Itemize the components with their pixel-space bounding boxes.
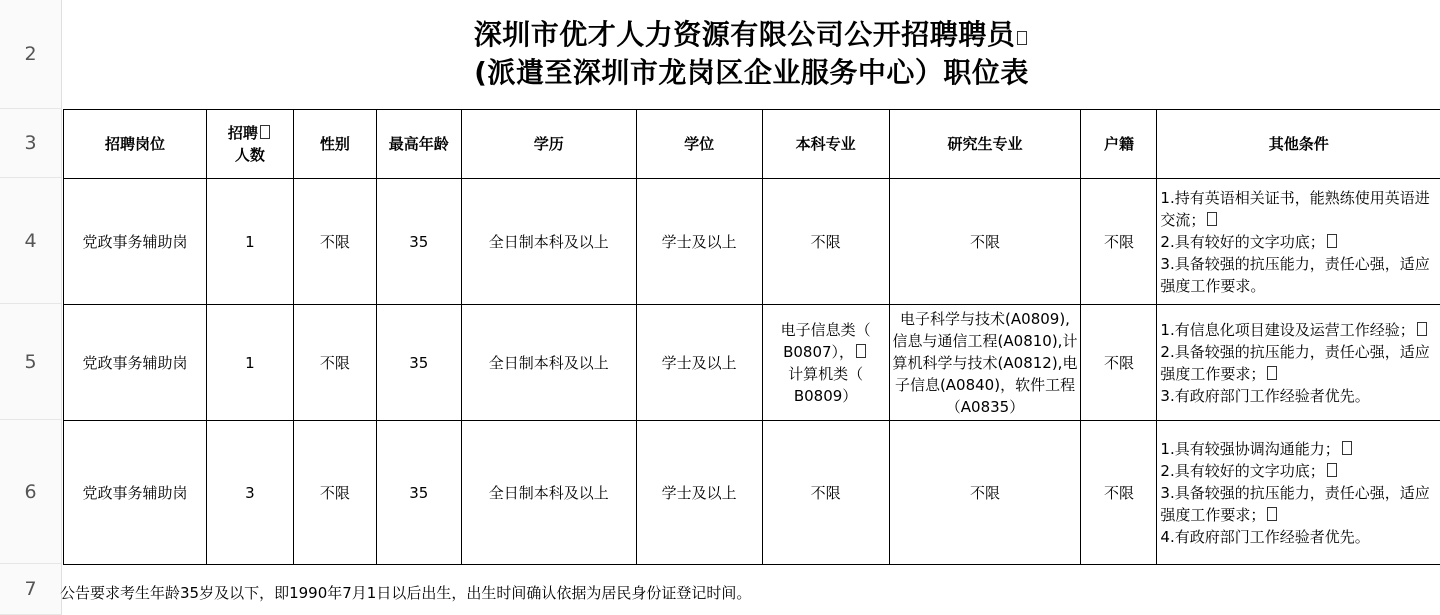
other-condition-line: 2.具有较好的文字功底；	[1160, 231, 1438, 253]
cell-position[interactable]: 党政事务辅助岗	[64, 421, 207, 565]
header-max-age[interactable]: 最高年龄	[376, 110, 461, 179]
undergrad-major-line: B0809）	[793, 386, 858, 405]
header-gender[interactable]: 性别	[293, 110, 376, 179]
header-undergrad-major[interactable]: 本科专业	[762, 110, 889, 179]
grad-major-line: （A0835）	[945, 397, 1025, 416]
other-condition-line: 强度工作要求；	[1160, 363, 1438, 385]
cell-gender[interactable]: 不限	[293, 305, 376, 421]
other-condition-line: 2.具备较强的抗压能力，责任心强，适应	[1160, 342, 1430, 361]
cell-hukou[interactable]: 不限	[1081, 179, 1157, 305]
header-position[interactable]: 招聘岗位	[64, 110, 207, 179]
missing-glyph-icon	[1267, 507, 1277, 521]
other-condition-line: 强度工作要求；	[1160, 504, 1438, 526]
other-condition-line: 4.有政府部门工作经验者优先。	[1160, 527, 1370, 546]
cell-grad-major[interactable]	[889, 305, 1081, 421]
cell-gender[interactable]: 不限	[293, 421, 376, 565]
table-row	[64, 305, 1440, 421]
row-header-5[interactable]: 5	[0, 304, 62, 420]
cell-count[interactable]: 1	[206, 179, 293, 305]
cell-education[interactable]: 全日制本科及以上	[461, 179, 636, 305]
other-condition-line: 1.持有英语相关证书，能熟练使用英语进	[1160, 188, 1430, 207]
undergrad-major-line: 计算机类（	[788, 364, 864, 383]
missing-glyph-icon	[1417, 322, 1427, 336]
header-degree[interactable]: 学位	[636, 110, 762, 179]
cell-gender[interactable]: 不限	[293, 179, 376, 305]
header-count[interactable]	[206, 110, 293, 179]
other-condition-line: 1.有信息化项目建设及运营工作经验；	[1160, 319, 1438, 341]
missing-glyph-icon	[1327, 234, 1337, 248]
cell-other-conditions[interactable]	[1157, 421, 1440, 565]
missing-glyph-icon	[1342, 441, 1352, 455]
grad-major-line: 不限	[970, 483, 1001, 502]
cell-degree[interactable]: 学士及以上	[636, 421, 762, 565]
other-condition-line: 强度工作要求。	[1160, 276, 1266, 295]
missing-glyph-icon	[856, 344, 866, 358]
undergrad-major-line: 不限	[810, 483, 841, 502]
missing-glyph-icon	[1267, 366, 1277, 380]
header-row	[64, 110, 1440, 179]
cell-max-age[interactable]: 35	[376, 305, 461, 421]
other-condition-line: 3.具备较强的抗压能力，责任心强，适应	[1160, 254, 1430, 273]
cell-degree[interactable]: 学士及以上	[636, 179, 762, 305]
row-header-4[interactable]: 4	[0, 178, 62, 304]
cell-other-conditions[interactable]	[1157, 305, 1440, 421]
cell-position[interactable]: 党政事务辅助岗	[64, 179, 207, 305]
grad-major-line: 子信息(A0840)，软件工程	[894, 375, 1076, 394]
grad-major-line: 不限	[970, 232, 1001, 251]
other-condition-line: 2.具有较好的文字功底；	[1160, 460, 1438, 482]
other-condition-line: 1.具有较强协调沟通能力；	[1160, 438, 1438, 460]
other-condition-line: 3.有政府部门工作经验者优先。	[1160, 386, 1370, 405]
undergrad-major-line: 不限	[810, 232, 841, 251]
missing-glyph-icon	[1207, 212, 1217, 226]
table-row	[64, 421, 1440, 565]
cell-undergrad-major[interactable]	[762, 305, 889, 421]
cell-count[interactable]: 3	[206, 421, 293, 565]
header-education[interactable]: 学历	[461, 110, 636, 179]
missing-glyph-icon	[260, 125, 270, 139]
cell-max-age[interactable]: 35	[376, 179, 461, 305]
title-cell[interactable]	[63, 0, 1440, 108]
grad-major-line: 信息与通信工程(A0810),计	[892, 331, 1078, 350]
undergrad-major-line: B0807），	[765, 341, 887, 363]
footnote-cell[interactable]: 公告要求考生年龄35岁及以下，即1990年7月1日以后出生，出生时间确认依据为居民身份证登记时间。	[60, 584, 752, 602]
cell-grad-major[interactable]	[889, 421, 1081, 565]
header-hukou[interactable]: 户籍	[1081, 110, 1157, 179]
other-condition-line: 交流；	[1160, 209, 1438, 231]
cell-education[interactable]: 全日制本科及以上	[461, 421, 636, 565]
missing-glyph-icon	[1017, 31, 1027, 45]
row-header-7[interactable]: 7	[0, 564, 62, 615]
cell-max-age[interactable]: 35	[376, 421, 461, 565]
cell-hukou[interactable]: 不限	[1081, 305, 1157, 421]
header-count-line2: 人数	[234, 146, 265, 164]
row-header-2[interactable]: 2	[0, 0, 62, 109]
grad-major-line: 电子科学与技术(A0809),	[900, 309, 1070, 328]
header-grad-major[interactable]: 研究生专业	[889, 110, 1081, 179]
header-other[interactable]: 其他条件	[1157, 110, 1440, 179]
other-condition-line: 3.具备较强的抗压能力，责任心强，适应	[1160, 483, 1430, 502]
position-table	[63, 109, 1440, 565]
missing-glyph-icon	[1327, 463, 1337, 477]
cell-count[interactable]: 1	[206, 305, 293, 421]
cell-undergrad-major[interactable]	[762, 179, 889, 305]
cell-position[interactable]: 党政事务辅助岗	[64, 305, 207, 421]
cell-undergrad-major[interactable]	[762, 421, 889, 565]
title-line-2: (派遣至深圳市龙岗区企业服务中心）职位表	[474, 56, 1029, 89]
table-row	[64, 179, 1440, 305]
cell-grad-major[interactable]	[889, 179, 1081, 305]
header-count-line1: 招聘	[209, 122, 291, 144]
title-line-1: 深圳市优才人力资源有限公司公开招聘聘员	[474, 16, 1030, 54]
cell-hukou[interactable]: 不限	[1081, 421, 1157, 565]
row-header-3[interactable]: 3	[0, 109, 62, 178]
undergrad-major-line: 电子信息类（	[780, 320, 871, 339]
row-header-6[interactable]: 6	[0, 420, 62, 564]
cell-education[interactable]: 全日制本科及以上	[461, 305, 636, 421]
cell-other-conditions[interactable]	[1157, 179, 1440, 305]
grad-major-line: 算机科学与技术(A0812),电	[892, 353, 1078, 372]
cell-degree[interactable]: 学士及以上	[636, 305, 762, 421]
